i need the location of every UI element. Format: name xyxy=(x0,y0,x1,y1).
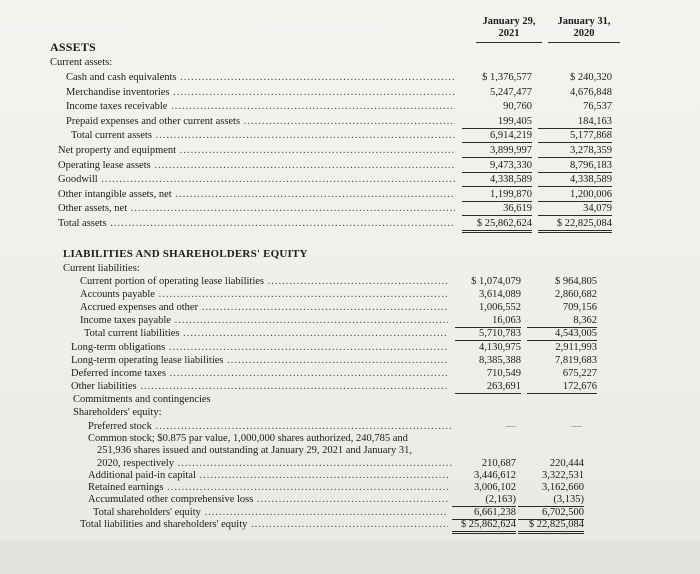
table-row xyxy=(0,86,700,99)
page-footer-strip xyxy=(0,540,700,574)
table-row xyxy=(0,469,700,482)
value-2020: 4,676,848 xyxy=(570,86,612,98)
table-row xyxy=(0,173,700,186)
value-2021: — xyxy=(505,421,516,432)
value-2021: 4,338,589 xyxy=(462,173,532,187)
row-label: Preferred stock ..... xyxy=(88,420,453,433)
value-2021: 4,130,975 xyxy=(479,341,521,353)
row-label: Long-term obligations ..... xyxy=(71,341,448,354)
value-2020: 6,702,500 xyxy=(518,506,584,520)
row-label: Operating lease assets ..... xyxy=(58,159,455,172)
value-2020: 7,819,683 xyxy=(555,354,597,366)
row-label: 2020, respectively ..... xyxy=(97,457,453,470)
value-2021: 5,710,783 xyxy=(455,327,521,341)
value-2021: 36,619 xyxy=(462,202,532,216)
row-label: Other assets, net ..... xyxy=(58,202,455,215)
value-2020: $ 964,805 xyxy=(555,276,597,287)
row-label: Prepaid expenses and other current assets ..... xyxy=(66,115,455,128)
table-row xyxy=(0,506,700,519)
column-header-2020 xyxy=(548,16,620,43)
row-label: Net property and equipment ..... xyxy=(58,144,455,157)
value-2021: 16,063 xyxy=(455,314,521,328)
table-row xyxy=(0,327,700,340)
value-2020: — xyxy=(571,421,582,432)
value-2020: 4,543,005 xyxy=(527,327,597,341)
value-2021: $ 25,862,624 xyxy=(462,217,532,233)
value-2021: 6,661,238 xyxy=(452,506,516,520)
table-row xyxy=(0,188,700,201)
value-2021: 3,614,089 xyxy=(479,289,521,301)
row-label: Total current liabilities ..... xyxy=(84,327,448,340)
row-label: Accounts payable ..... xyxy=(80,288,448,301)
table-row xyxy=(0,481,700,494)
table-row xyxy=(0,71,700,84)
table-row xyxy=(0,518,700,531)
value-2020: $ 22,825,084 xyxy=(518,518,584,534)
row-label: Total current assets ..... xyxy=(71,129,455,142)
value-2021: $ 1,376,577 xyxy=(482,72,532,83)
value-2020: $ 240,320 xyxy=(570,72,612,83)
value-2020: 2,911,993 xyxy=(555,341,597,353)
value-2021: 1,006,552 xyxy=(479,302,521,314)
value-2020: 8,796,183 xyxy=(538,159,612,173)
table-row xyxy=(0,202,700,215)
value-2021: 263,691 xyxy=(455,380,521,394)
table-row xyxy=(0,341,700,354)
row-label: Deferred income taxes ..... xyxy=(71,367,448,380)
row-label: Retained earnings ..... xyxy=(88,481,448,494)
shareholders-equity-label: Shareholders' equity: xyxy=(73,407,162,418)
header-line: January 29, xyxy=(482,16,536,27)
header-line: 2021 xyxy=(498,28,520,39)
row-label: Long-term operating lease liabilities ..... xyxy=(71,354,448,367)
preferred-stock-row xyxy=(0,420,700,433)
row-label: Total shareholders' equity ..... xyxy=(93,506,448,519)
value-2021: 8,385,388 xyxy=(479,354,521,366)
value-2021: $ 25,862,624 xyxy=(452,518,516,534)
value-2021: 3,899,997 xyxy=(462,144,532,158)
liabilities-heading: LIABILITIES AND SHAREHOLDERS' EQUITY xyxy=(63,248,308,260)
value-2020: $ 22,825,084 xyxy=(538,217,612,233)
value-2020: 4,338,589 xyxy=(538,173,612,187)
value-2021: 3,006,102 xyxy=(474,482,516,494)
table-row xyxy=(0,301,700,314)
row-label: Other liabilities ..... xyxy=(71,380,448,393)
common-stock-line: 251,936 shares issued and outstanding at January 29, 2021 and January 31, xyxy=(97,445,412,456)
row-label: Other intangible assets, net ..... xyxy=(58,188,455,201)
value-2020: 3,162,660 xyxy=(542,482,584,494)
row-label: Cash and cash equivalents ..... xyxy=(66,71,455,84)
current-liabilities-label: Current liabilities: xyxy=(63,263,140,274)
value-2020: 2,860,682 xyxy=(555,289,597,301)
value-2020: 3,278,359 xyxy=(538,144,612,158)
value-2020: 5,177,868 xyxy=(538,129,612,143)
row-label: Merchandise inventories ..... xyxy=(66,86,455,99)
table-row xyxy=(0,100,700,113)
table-row xyxy=(0,129,700,142)
common-stock-line: Common stock; $0.875 par value, 1,000,000 shares authorized, 240,785 and xyxy=(88,433,408,444)
value-2021: (2,163) xyxy=(452,493,516,507)
table-row xyxy=(0,380,700,393)
value-2020: 1,200,006 xyxy=(538,188,612,202)
value-2021: 3,446,612 xyxy=(474,470,516,481)
row-label: Total assets ..... xyxy=(58,217,455,230)
value-2021: 6,914,219 xyxy=(462,129,532,143)
row-label: Accumulated other comprehensive loss ..... xyxy=(88,493,448,506)
value-2020: 76,537 xyxy=(583,101,612,113)
current-assets-label: Current assets: xyxy=(50,57,113,68)
table-row xyxy=(0,367,700,380)
row-label: Income taxes receivable ..... xyxy=(66,100,455,113)
table-row xyxy=(0,493,700,506)
row-label: Accrued expenses and other ..... xyxy=(80,301,448,314)
header-line: January 31, xyxy=(557,16,611,27)
table-row xyxy=(0,275,700,288)
table-row xyxy=(0,288,700,301)
table-row xyxy=(0,217,700,230)
value-2020: (3,135) xyxy=(518,493,584,507)
value-2021: 710,549 xyxy=(486,367,521,379)
value-2021: $ 1,074,079 xyxy=(471,276,521,287)
header-line: 2020 xyxy=(573,28,595,39)
table-row xyxy=(0,314,700,327)
row-label: Additional paid-in capital ..... xyxy=(88,469,448,482)
table-row xyxy=(0,144,700,157)
value-2020: 8,362 xyxy=(527,314,597,328)
table-row xyxy=(0,115,700,128)
column-header-2021 xyxy=(476,16,542,43)
row-label: Current portion of operating lease liabilities ..... xyxy=(80,275,448,288)
value-2020: 675,227 xyxy=(562,367,597,379)
row-label: Goodwill ..... xyxy=(58,173,455,186)
value-2021: 9,473,330 xyxy=(462,159,532,173)
value-2021: 5,247,477 xyxy=(490,86,532,98)
value-2021: 199,405 xyxy=(462,115,532,129)
value-2020: 220,444 xyxy=(549,458,584,469)
value-2021: 1,199,870 xyxy=(462,188,532,202)
value-2020: 184,163 xyxy=(538,115,612,129)
commitments-label: Commitments and contingencies xyxy=(73,394,211,405)
value-2020: 709,156 xyxy=(562,302,597,314)
value-2020: 172,676 xyxy=(527,380,597,394)
assets-heading: ASSETS xyxy=(50,40,96,54)
table-row xyxy=(0,159,700,172)
row-label: Total liabilities and shareholders' equity ..... xyxy=(80,518,448,531)
value-2020: 3,322,531 xyxy=(542,470,584,481)
table-row xyxy=(0,354,700,367)
value-2020: 34,079 xyxy=(538,202,612,216)
row-label: Income taxes payable ..... xyxy=(80,314,448,327)
value-2021: 210,687 xyxy=(481,458,516,469)
value-2021: 90,760 xyxy=(503,101,532,113)
